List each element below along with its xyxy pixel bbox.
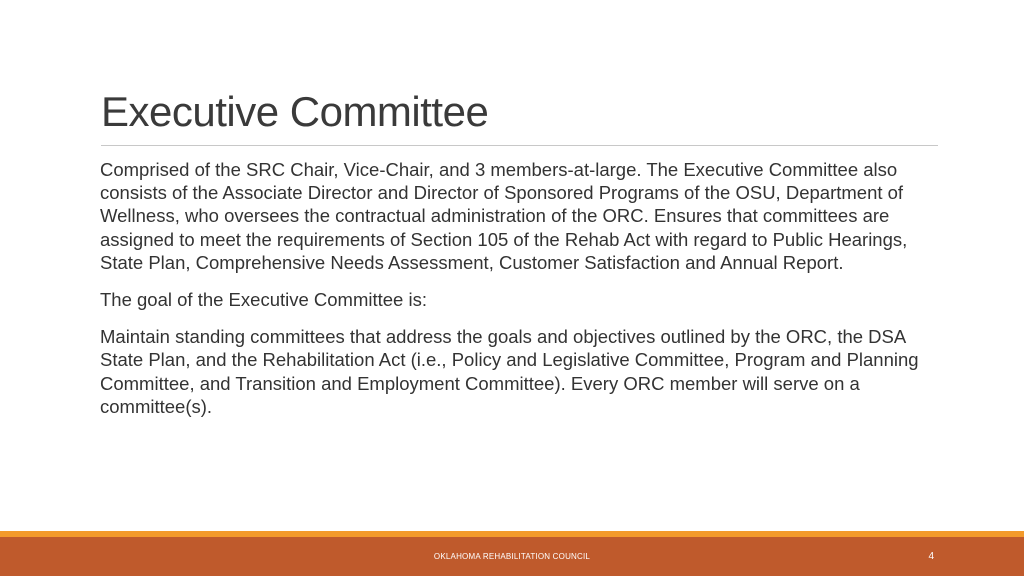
footer-organization-name: OKLAHOMA REHABILITATION COUNCIL [433, 552, 591, 561]
body-paragraph-1: Comprised of the SRC Chair, Vice-Chair, and 3 members-at-large. The Executive Committee also consists of the Associate Director and Director of Sponsored Programs of the OSU, Department of Wellness, who oversees the contractual administration of the ORC. Ensures that committees are assigned to meet the requirements of Section 105 of the Rehab Act with regard to Public Hearings, State Plan, Comprehensive Needs Assessment, Customer Satisfaction and Annual Report. [100, 159, 908, 273]
slide-title: Executive Committee [101, 88, 489, 135]
body-paragraph-3: Maintain standing committees that address the goals and objectives outlined by the ORC, the DSA State Plan, and the Rehabilitation Act (i.e., Policy and Legislative Committee, Program and Planning Committee, and Transition and Employment Committee). Every ORC member will serve on a committee(s). [100, 326, 919, 417]
footer-bar [0, 537, 1024, 576]
page-number: 4 [928, 551, 934, 562]
slide-body [100, 158, 945, 432]
body-paragraph-2: The goal of the Executive Committee is: [100, 289, 427, 311]
title-divider [101, 145, 938, 146]
